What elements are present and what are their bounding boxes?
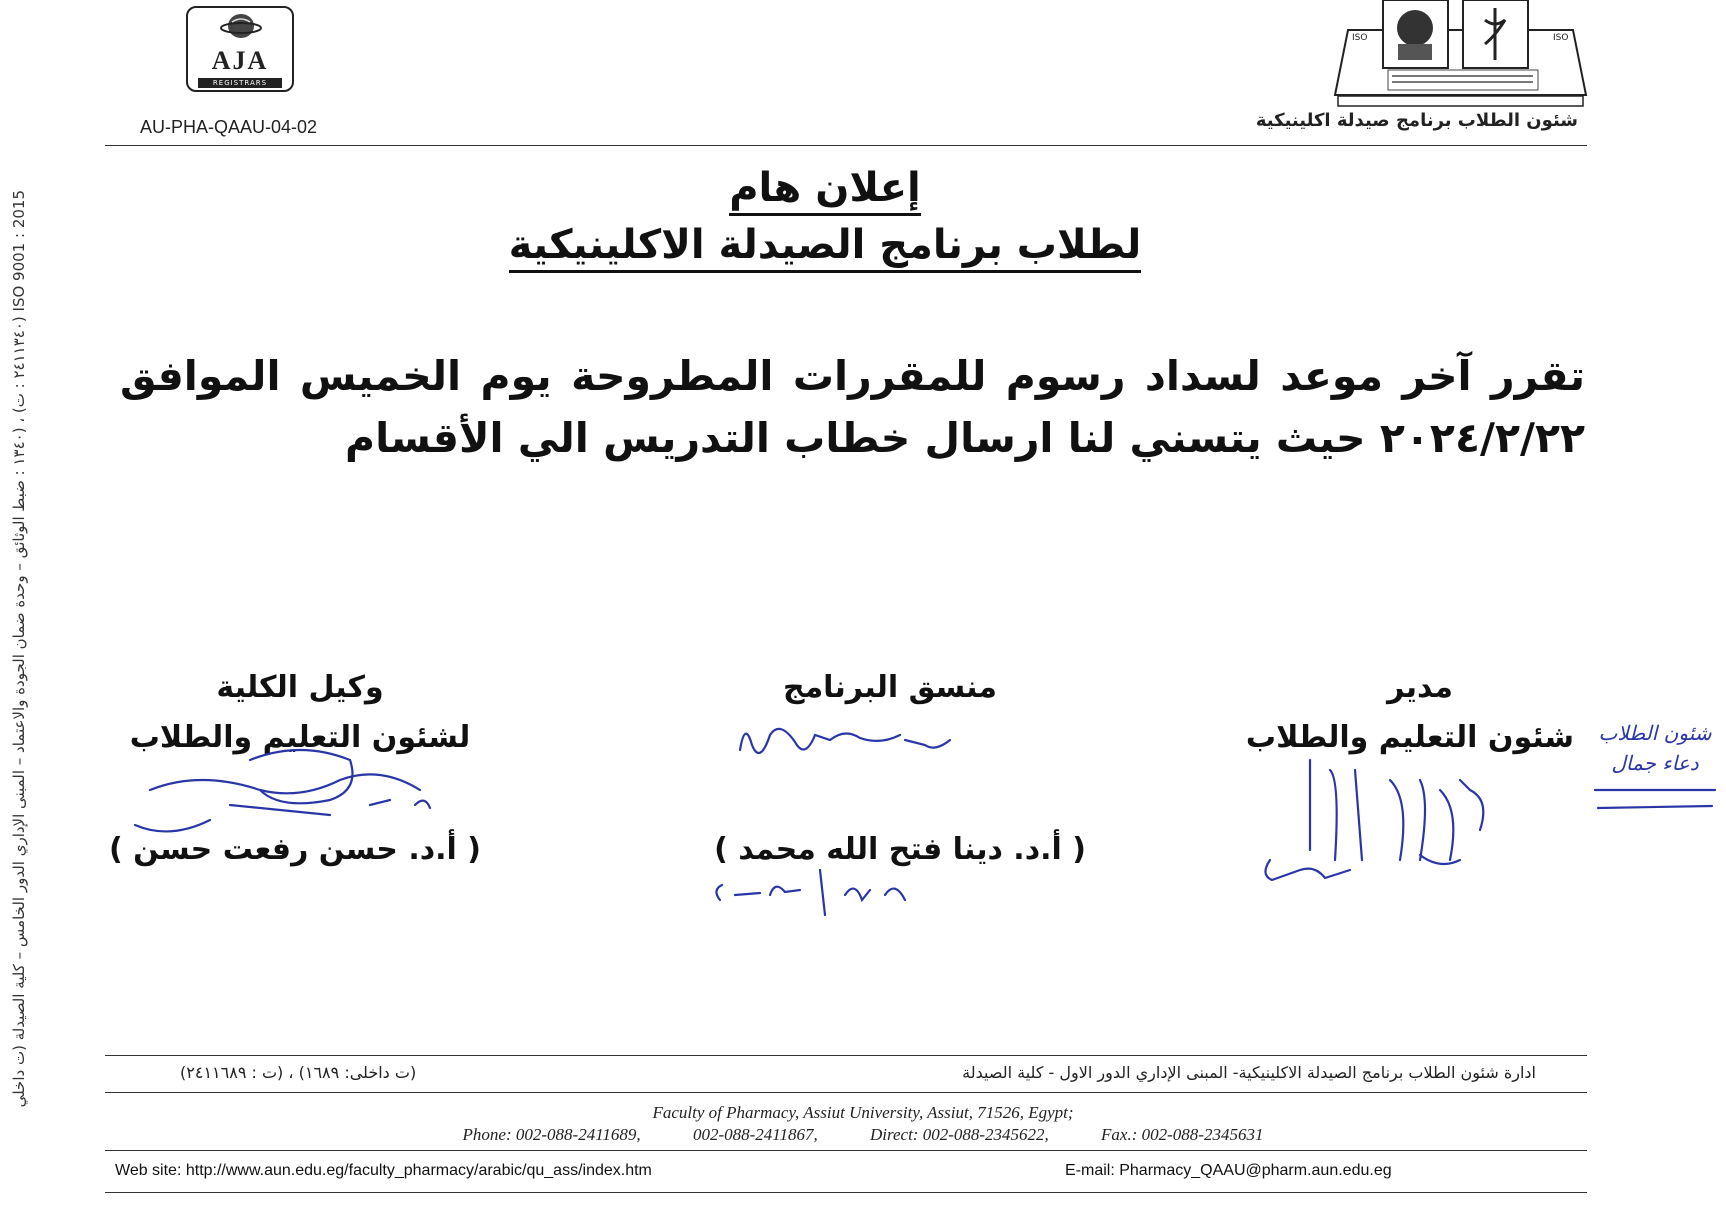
aja-logo-text: AJA	[211, 46, 269, 75]
iso-label-right: ISO	[1553, 33, 1569, 43]
side-note-handwritten	[1590, 718, 1720, 778]
footer-arabic-phones: (ت داخلى: ١٦٨٩) ، (ت : ٢٤١١٦٨٩)	[180, 1063, 417, 1082]
footer-phone-2: 002-088-2411867,	[692, 1125, 818, 1144]
signatory-middle-role: منسق البرنامج	[782, 670, 997, 705]
aja-registrars-logo	[186, 6, 294, 92]
footer-arabic-address: ادارة شئون الطلاب برنامج الصيدلة الاكلينيكية- المبنى الإداري الدور الاول - كلية الصيدلة	[962, 1063, 1536, 1082]
announcement-subtitle-text: لطلاب برنامج الصيدلة الاكلينيكية	[509, 222, 1142, 273]
side-note-line1: شئون الطلاب	[1598, 721, 1712, 745]
signatory-right-department: شئون التعليم والطلاب	[1245, 720, 1575, 755]
announcement-body: تقرر آخر موعد لسداد رسوم للمقررات المطروحة يوم الخميس الموافق ٢٠٢٤/٢/٢٢ حيث يتسني لنا ارسال خطاب التدريس الي الأقسام	[120, 352, 1585, 462]
signature-middle	[740, 729, 950, 753]
side-note-underline	[1595, 790, 1715, 808]
footer-faculty-address: Faculty of Pharmacy, Assiut University, Assiut, 71526, Egypt;	[652, 1103, 1074, 1122]
footer-direct: Direct: 002-088-2345622,	[870, 1125, 1049, 1144]
footer-phone: Phone: 002-088-2411689,	[462, 1125, 641, 1144]
signatory-left-name: ( أ.د. حسن رفعت حسن )	[108, 832, 481, 867]
announcement-subtitle	[0, 222, 1650, 268]
signature-middle-date	[716, 870, 905, 915]
globe-icon	[220, 12, 262, 42]
footer-fax: Fax.: 002-088-2345631	[1101, 1125, 1264, 1144]
footer-rule-middle	[105, 1092, 1587, 1093]
footer-contact-numbers	[0, 1125, 1726, 1145]
vertical-margin-text: ISO 9001 : 2015 (٢٤١١٣٤٠ : ت) ، (١٣٤٠ : ضبط الوثائق – وحدة ضمان الجودة والاعتماد – المبنى الإداري الدور الخامس – كلية الصيدلة (ت داخلي	[10, 190, 28, 1108]
footer-email: E-mail: Pharmacy_QAAU@pharm.aun.edu.eg	[1065, 1162, 1392, 1179]
footer-rule-bottom	[105, 1192, 1587, 1193]
header-divider	[105, 145, 1587, 146]
document-code: AU-PHA-QAAU-04-02	[140, 117, 318, 137]
footer-rule-top	[105, 1055, 1587, 1056]
university-iso-seal	[1328, 0, 1593, 108]
signature-left	[135, 750, 430, 831]
signatory-middle-name: ( أ.د. دينا فتح الله محمد )	[714, 832, 1086, 867]
iso-label-left: ISO	[1352, 33, 1368, 43]
signatory-left-department: لشئون التعليم والطلاب	[129, 720, 471, 755]
announcement-title	[0, 165, 1650, 211]
footer-rule-lower	[105, 1150, 1587, 1151]
side-note-line2: دعاء جمال	[1611, 751, 1699, 775]
footer-website: Web site: http://www.aun.edu.eg/faculty_pharmacy/arabic/qu_ass/index.htm	[115, 1162, 652, 1179]
announcement-title-text: إعلان هام	[729, 165, 921, 216]
signatory-left-role: وكيل الكلية	[216, 670, 384, 705]
department-header: شئون الطلاب برنامج صيدلة اكلينيكية	[1255, 110, 1578, 131]
signature-right	[1265, 760, 1483, 880]
signatory-right-role: مدير	[1387, 670, 1453, 705]
aja-logo-subtitle: REGISTRARS	[198, 78, 282, 88]
